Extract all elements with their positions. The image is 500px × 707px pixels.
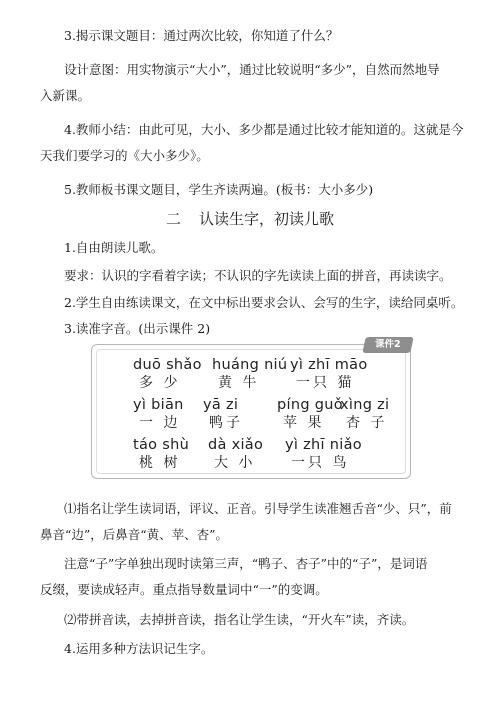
paragraph-step5: 5.教师板书课文题目，学生齐读两遍。(板书：大小多少) <box>64 182 374 197</box>
design-intent-line1: 设计意图：用实物演示“大小”，通过比较说明“多少”，自然而然地导 <box>64 62 440 77</box>
paragraph-step4-memorize: 4.运用多种方法识记生字。 <box>64 641 214 656</box>
hanzi-text: 桃 树 <box>139 455 181 471</box>
hanzi-text: 苹 果 <box>283 415 325 431</box>
design-intent-line2: 入新课。 <box>40 88 91 103</box>
pinyin-text: huáng niú <box>212 357 288 373</box>
hanzi-text: 一只 鸟 <box>291 455 350 471</box>
guidance-line2: 鼻音“边”，后鼻音“黄、苹、杏”。 <box>40 527 229 542</box>
paragraph-requirement: 要求：认识的字看着字读；不认识的字先读读上面的拼音，再读读字。 <box>64 268 452 283</box>
hanzi-text: 鸭子 <box>209 415 243 431</box>
section-title: 认读生字，初读儿歌 <box>199 210 335 228</box>
word-item <box>285 437 362 472</box>
pinyin-text: yì zhī māo <box>290 357 368 373</box>
hanzi-text: 黄 牛 <box>218 375 260 391</box>
paragraph-reading-methods: ⑵带拼音读，去掉拼音读，指名让学生读，“开火车”读，齐读。 <box>64 612 415 627</box>
paragraph-self-practice: 2.学生自由练读课文，在文中标出要求会认、会写的生字，读给同桌听。 <box>64 295 464 310</box>
section-number: 二 <box>165 210 181 228</box>
pinyin-text: duō shǎo <box>133 357 202 373</box>
word-item <box>212 357 287 392</box>
hanzi-text: 一 边 <box>139 415 181 431</box>
pinyin-text: dà xiǎo <box>208 437 264 453</box>
pinyin-text: xìng zi <box>340 397 390 413</box>
hanzi-text: 杏 子 <box>346 415 388 431</box>
note-line1: 注意“子”字单独出现时读第三声，“鸭子、杏子”中的“子”，是词语 <box>64 556 428 571</box>
note-line2: 反缀，要读成轻声。重点指导数量词中“一”的变调。 <box>40 582 328 597</box>
word-item <box>340 397 389 432</box>
pinyin-text: yā zi <box>203 397 239 413</box>
pinyin-text: píng guǒ <box>277 397 343 413</box>
courseware-tab: 课件2 <box>362 337 413 353</box>
hanzi-text: 多 少 <box>139 375 181 391</box>
word-item <box>290 357 368 392</box>
paragraph-pronunciation: 3.读准字音。(出示课件 2) <box>64 321 211 336</box>
hanzi-text: 大 小 <box>214 455 256 471</box>
pinyin-text: yì biān <box>133 397 184 413</box>
courseware-card <box>91 339 411 479</box>
word-item <box>277 397 343 432</box>
hanzi-text: 一只 猫 <box>296 375 355 391</box>
word-item <box>208 437 263 472</box>
paragraph-read-aloud: 1.自由朗读儿歌。 <box>64 240 164 255</box>
word-item <box>133 397 184 432</box>
paragraph-step3: 3.揭示课文题目：通过两次比较，你知道了什么？ <box>64 28 339 43</box>
section-heading <box>0 209 500 229</box>
word-item <box>133 357 202 392</box>
teacher-summary-line1: 4.教师小结：由此可见，大小、多少都是通过比较才能知道的。这就是今 <box>64 122 464 137</box>
word-item <box>133 437 189 472</box>
pinyin-text: táo shù <box>133 437 190 453</box>
pinyin-text: yì zhī niǎo <box>285 437 362 453</box>
word-item <box>203 397 243 432</box>
teacher-summary-line2: 天我们要学习的《大小多少》。 <box>40 148 209 163</box>
guidance-line1: ⑴指名让学生读词语，评议、正音。引导学生读准翘舌音“少、只”，前 <box>64 501 452 516</box>
